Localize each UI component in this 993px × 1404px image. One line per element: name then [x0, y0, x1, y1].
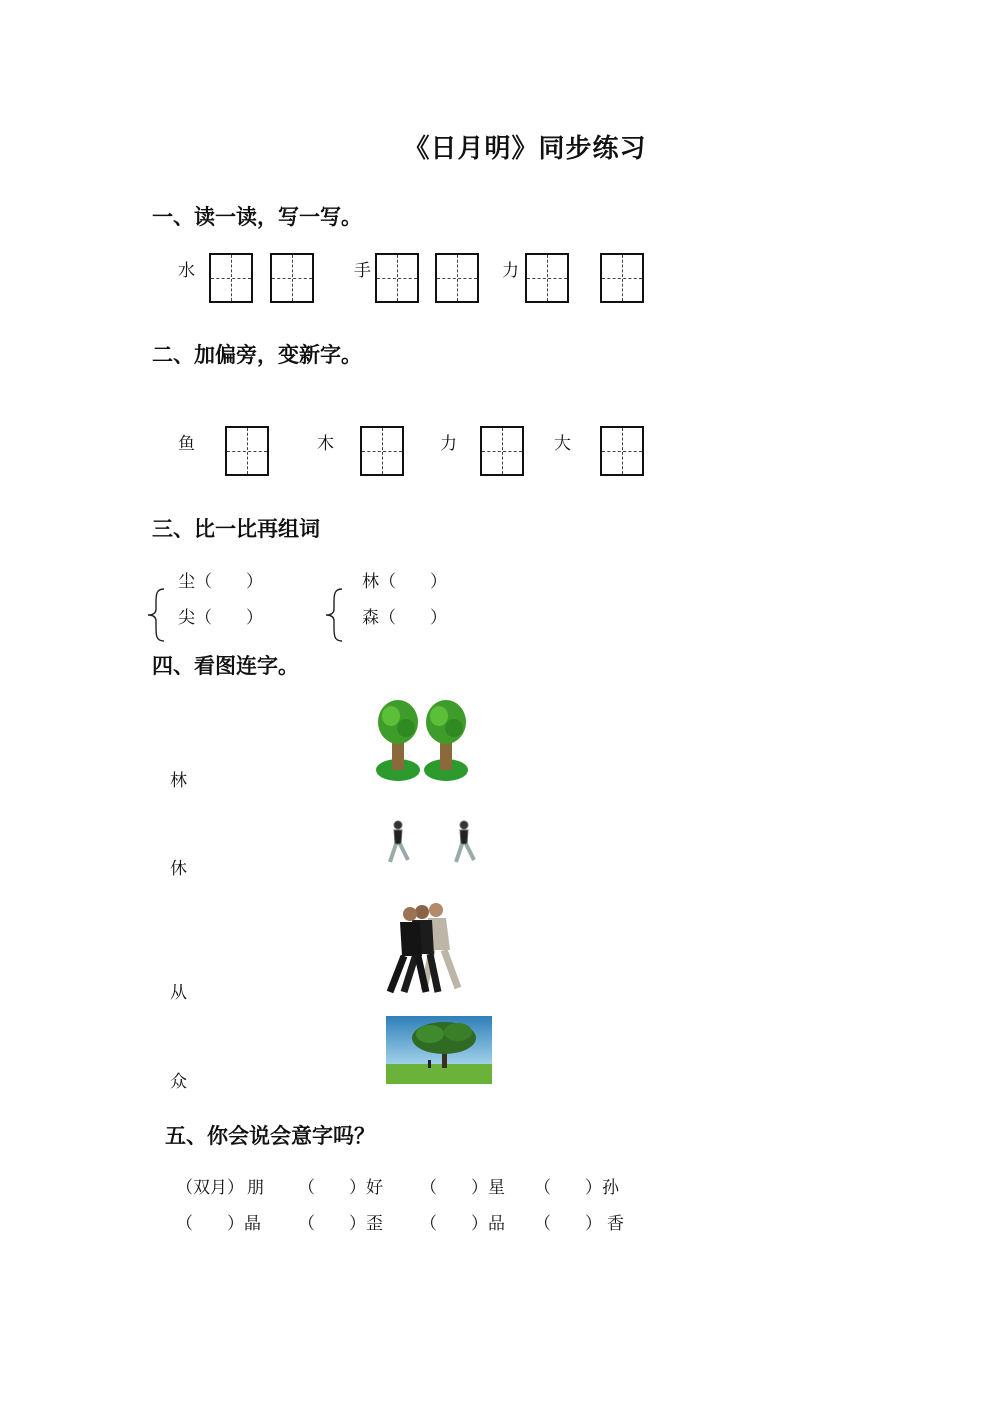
s1-char-1: 手 [354, 261, 371, 281]
s2-char-1: 木 [317, 434, 334, 454]
compound-item: （ ） [534, 1214, 602, 1234]
match-char-0: 林 [170, 771, 187, 791]
compound-item: （ ）孙 [534, 1178, 619, 1198]
compound-item: 朋 [247, 1178, 264, 1198]
compound-item: （ ）星 [420, 1178, 505, 1198]
writing-box[interactable] [270, 253, 314, 303]
section2-heading: 二、加偏旁，变新字。 [152, 342, 362, 367]
page-title: 《日月明》同步练习 [403, 134, 647, 164]
writing-box[interactable] [225, 426, 269, 476]
match-char-2: 从 [170, 983, 187, 1003]
match-char-3: 众 [170, 1072, 187, 1092]
s2-char-3: 大 [554, 434, 571, 454]
two-trees-icon[interactable] [376, 698, 468, 784]
s2-char-2: 力 [440, 434, 457, 454]
person-under-tree-icon[interactable] [386, 1016, 492, 1084]
compare-word-1: 尖（ ） [178, 608, 263, 628]
s2-char-0: 鱼 [178, 434, 195, 454]
section5-heading: 五、你会说会意字吗？ [165, 1123, 375, 1148]
compound-item: （ ）好 [298, 1178, 383, 1198]
section4-heading: 四、看图连字。 [152, 653, 299, 678]
two-walkers-icon[interactable] [384, 820, 480, 866]
compound-item: （双月） [176, 1178, 244, 1198]
section1-heading: 一、读一读，写一写。 [152, 204, 362, 229]
compare-word-2: 林（ ） [362, 572, 447, 592]
compound-item: 香 [607, 1214, 624, 1234]
writing-box[interactable] [209, 253, 253, 303]
writing-box[interactable] [435, 253, 479, 303]
brace-icon [324, 587, 344, 643]
compare-word-3: 森（ ） [362, 608, 447, 628]
compound-item: （ ）品 [420, 1214, 505, 1234]
writing-box[interactable] [600, 253, 644, 303]
section3-heading: 三、比一比再组词 [152, 516, 320, 541]
s1-char-0: 水 [178, 261, 195, 281]
writing-box[interactable] [525, 253, 569, 303]
writing-box[interactable] [480, 426, 524, 476]
brace-icon [146, 587, 166, 643]
writing-box[interactable] [375, 253, 419, 303]
compound-item: （ ）歪 [298, 1214, 383, 1234]
compound-item: （ ）晶 [176, 1214, 261, 1234]
three-men-icon[interactable] [386, 900, 468, 996]
writing-box[interactable] [600, 426, 644, 476]
match-char-1: 休 [170, 859, 187, 879]
writing-box[interactable] [360, 426, 404, 476]
s1-char-2: 力 [502, 261, 519, 281]
compare-word-0: 尘（ ） [178, 572, 263, 592]
